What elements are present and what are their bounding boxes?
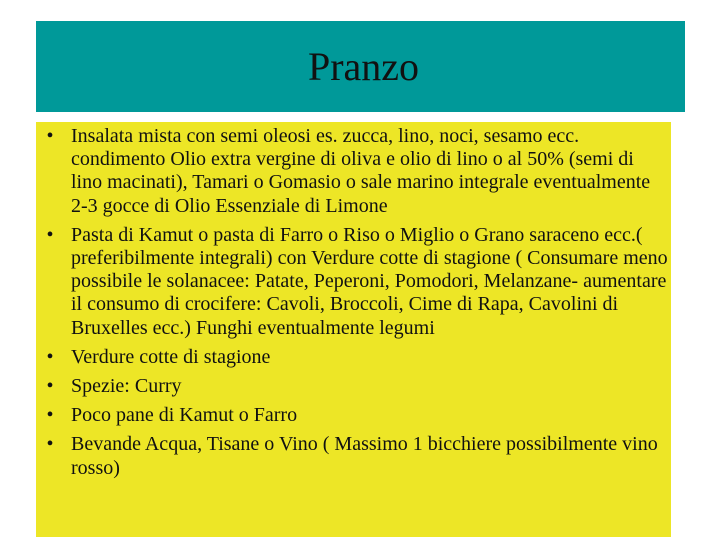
bullet-icon: • (46, 345, 54, 368)
bullet-icon: • (46, 375, 54, 398)
slide-title: Pranzo (307, 43, 420, 89)
list-item (36, 346, 668, 369)
list-item (36, 375, 668, 398)
list-item (36, 433, 668, 479)
list-item-text: Poco pane di Kamut o Farro (71, 404, 298, 427)
list-item-text: Bevande Acqua, Tisane o Vino ( Massimo 1 bicchiere possibilmente vino rosso) (71, 433, 658, 479)
content-panel (36, 122, 671, 537)
bullet-icon: • (46, 125, 54, 147)
bullet-icon: • (46, 433, 54, 456)
list-item (36, 224, 668, 340)
title-bar (36, 21, 685, 112)
bullet-icon: • (46, 223, 54, 246)
list-item-text: Spezie: Curry (71, 375, 182, 398)
list-item (36, 404, 668, 427)
list-item-text: Insalata mista con semi oleosi es. zucca, lino, noci, sesamo ecc. condimento Olio extra vergine di oliva e olio di lino o al 50% (semi di lino macinati), Tamari o Gomasio o sale marino integrale eventualmente 2-3 gocce di Olio Essenziale di Limone (71, 125, 651, 217)
list-item-text: Pasta di Kamut o pasta di Farro o Riso o Miglio o Grano saraceno ecc.( preferibilmente integrali) con Verdure cotte di stagione ( Consumare meno possibile le solanacee: Patate, Peperoni, Pomodori, Melanzane- aumentare il consumo di crocifere: Cavoli, Broccoli, Cime di Rapa, Cavolini di Bruxelles ecc.) Funghi eventualmente legumi (71, 223, 668, 339)
bullet-list (36, 125, 668, 486)
list-item (36, 125, 668, 218)
list-item-text: Verdure cotte di stagione (71, 345, 271, 368)
bullet-icon: • (46, 404, 54, 427)
